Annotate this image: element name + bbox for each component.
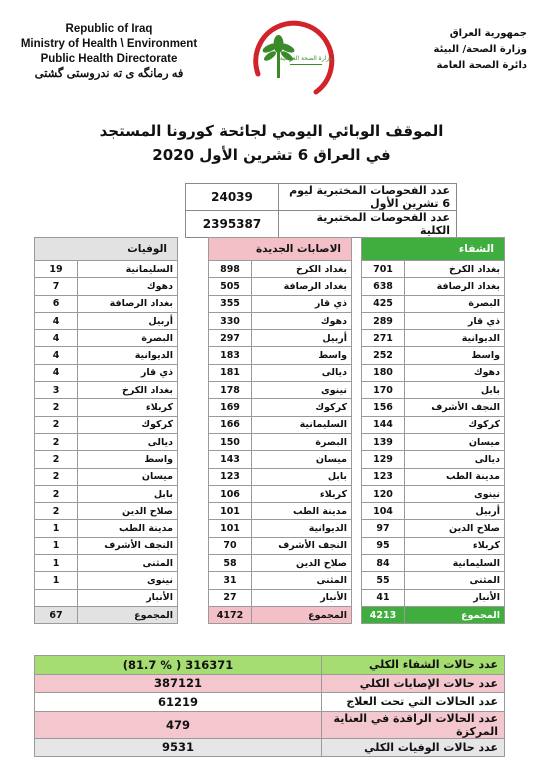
summary-row — [35, 738, 505, 757]
table-row — [362, 261, 505, 278]
region-value: 6 — [35, 295, 78, 312]
region-name: مدينة الطب — [78, 520, 178, 537]
region-value: 4 — [35, 312, 78, 329]
summary-row — [35, 674, 505, 693]
table-row — [209, 330, 352, 347]
region-name: بغداد الرصافة — [252, 278, 352, 295]
region-value: 271 — [362, 330, 405, 347]
total-row — [362, 606, 505, 623]
total-row — [35, 606, 178, 623]
table-row — [209, 503, 352, 520]
region-value: 120 — [362, 485, 405, 502]
region-value: 2 — [35, 451, 78, 468]
total-label: المجموع — [78, 606, 178, 623]
region-value: 4 — [35, 364, 78, 381]
daily-tests-label: عدد الفحوصات المختبرية ليوم 6 تشرين الأول — [279, 184, 457, 211]
total-tests-row — [186, 211, 457, 238]
region-name: ديالى — [78, 433, 178, 450]
recovered-header: الشفاء — [362, 238, 505, 261]
table-row — [209, 416, 352, 433]
table-row — [362, 347, 505, 364]
region-value: 166 — [209, 416, 252, 433]
table-row — [209, 295, 352, 312]
table-row — [209, 555, 352, 572]
region-value: 1 — [35, 537, 78, 554]
table-row — [362, 382, 505, 399]
table-row — [362, 278, 505, 295]
region-value: 170 — [362, 382, 405, 399]
region-value: 95 — [362, 537, 405, 554]
region-name: صلاح الدين — [78, 503, 178, 520]
region-name: المثنى — [405, 572, 505, 589]
region-value: 425 — [362, 295, 405, 312]
table-row — [209, 451, 352, 468]
header-en-line3: Public Health Directorate — [40, 53, 178, 65]
region-value: 7 — [35, 278, 78, 295]
region-value: 55 — [362, 572, 405, 589]
table-row — [362, 468, 505, 485]
region-value: 143 — [209, 451, 252, 468]
region-name: ذي قار — [405, 312, 505, 329]
region-value: 2 — [35, 485, 78, 502]
region-value: 156 — [362, 399, 405, 416]
region-value: 150 — [209, 433, 252, 450]
summary-value: 387121 — [35, 674, 322, 693]
table-row — [362, 433, 505, 450]
region-name: بغداد الكرخ — [252, 261, 352, 278]
region-value: 330 — [209, 312, 252, 329]
region-name: واسط — [252, 347, 352, 364]
summary-table — [34, 655, 505, 757]
region-value: 4 — [35, 347, 78, 364]
region-name: الأنبار — [252, 589, 352, 606]
table-row — [209, 382, 352, 399]
region-name: مدينة الطب — [252, 503, 352, 520]
region-name: كربلاء — [405, 537, 505, 554]
total-tests-label: عدد الفحوصات المختبرية الكلية — [279, 211, 457, 238]
region-value — [35, 589, 78, 606]
new-cases-header: الاصابات الجديدة — [209, 238, 352, 261]
table-row — [362, 537, 505, 554]
region-name: أربيل — [405, 503, 505, 520]
region-name: البصرة — [405, 295, 505, 312]
region-name: ديالى — [405, 451, 505, 468]
table-row — [362, 330, 505, 347]
table-row — [209, 261, 352, 278]
region-value: 41 — [362, 589, 405, 606]
region-name: ميسان — [252, 451, 352, 468]
table-row — [35, 261, 178, 278]
header-en-line4: فه رمانگه ی ته ندروستی گشتی — [34, 68, 184, 80]
region-value: 252 — [362, 347, 405, 364]
region-name: المثنى — [252, 572, 352, 589]
summary-value: 479 — [35, 711, 322, 738]
table-row — [362, 399, 505, 416]
region-value: 104 — [362, 503, 405, 520]
ministry-logo — [246, 14, 336, 104]
table-row — [35, 485, 178, 502]
total-label: المجموع — [405, 606, 505, 623]
region-name: الديوانية — [405, 330, 505, 347]
lab-tests-table — [185, 183, 457, 238]
region-value: 180 — [362, 364, 405, 381]
region-name: ميسان — [405, 433, 505, 450]
summary-row — [35, 693, 505, 712]
region-value: 2 — [35, 399, 78, 416]
region-name: البصرة — [252, 433, 352, 450]
table-row — [209, 312, 352, 329]
region-value: 84 — [362, 555, 405, 572]
region-name: بغداد الرصافة — [78, 295, 178, 312]
region-value: 101 — [209, 503, 252, 520]
table-row — [35, 295, 178, 312]
deaths-header: الوفيات — [35, 238, 178, 261]
region-value: 4 — [35, 330, 78, 347]
table-row — [35, 451, 178, 468]
region-value: 2 — [35, 503, 78, 520]
header-arabic — [407, 26, 527, 74]
total-value: 67 — [35, 606, 78, 623]
summary-row — [35, 656, 505, 675]
region-value: 297 — [209, 330, 252, 347]
table-row — [35, 364, 178, 381]
region-name: صلاح الدين — [405, 520, 505, 537]
header-en-line1: Republic of Iraq — [65, 23, 153, 35]
table-row — [362, 503, 505, 520]
region-value: 106 — [209, 485, 252, 502]
region-value: 97 — [362, 520, 405, 537]
region-name: بابل — [78, 485, 178, 502]
total-tests-value: 2395387 — [186, 211, 279, 238]
region-value: 123 — [362, 468, 405, 485]
table-row — [362, 312, 505, 329]
summary-label: عدد الحالات التي تحت العلاج — [322, 693, 505, 712]
region-name: ذي قار — [78, 364, 178, 381]
page-subtitle: في العراق 6 تشرين الأول 2020 — [152, 146, 391, 164]
region-name: أربيل — [78, 312, 178, 329]
region-value: 31 — [209, 572, 252, 589]
region-value: 101 — [209, 520, 252, 537]
region-name: السليمانية — [78, 261, 178, 278]
region-name: السليمانية — [252, 416, 352, 433]
total-value: 4213 — [362, 606, 405, 623]
region-value: 2 — [35, 416, 78, 433]
table-row — [362, 485, 505, 502]
table-row — [35, 503, 178, 520]
region-name: صلاح الدين — [252, 555, 352, 572]
table-row — [209, 589, 352, 606]
region-value: 123 — [209, 468, 252, 485]
region-name: بغداد الرصافة — [405, 278, 505, 295]
table-row — [362, 364, 505, 381]
region-value: 2 — [35, 468, 78, 485]
region-value: 129 — [362, 451, 405, 468]
region-value: 898 — [209, 261, 252, 278]
header-ar-line2: وزارة الصحة/ البيئة — [433, 44, 527, 55]
region-value: 169 — [209, 399, 252, 416]
table-row — [35, 382, 178, 399]
region-name: بابل — [405, 382, 505, 399]
region-name: كربلاء — [78, 399, 178, 416]
region-name: السليمانية — [405, 555, 505, 572]
region-value: 178 — [209, 382, 252, 399]
region-value: 701 — [362, 261, 405, 278]
table-row — [35, 312, 178, 329]
table-row — [362, 520, 505, 537]
region-name: كربلاء — [252, 485, 352, 502]
table-row — [362, 572, 505, 589]
total-row — [209, 606, 352, 623]
region-name: ميسان — [78, 468, 178, 485]
summary-label: عدد حالات الوفيات الكلي — [322, 738, 505, 757]
region-value: 181 — [209, 364, 252, 381]
total-label: المجموع — [252, 606, 352, 623]
summary-value: 9531 — [35, 738, 322, 757]
table-row — [35, 399, 178, 416]
table-row — [362, 416, 505, 433]
region-value: 58 — [209, 555, 252, 572]
region-value: 1 — [35, 555, 78, 572]
region-name: واسط — [78, 451, 178, 468]
region-name: النجف الأشرف — [252, 537, 352, 554]
region-value: 19 — [35, 261, 78, 278]
summary-value: 61219 — [35, 693, 322, 712]
table-row — [209, 278, 352, 295]
header-en-line2: Ministry of Health \ Environment — [20, 38, 198, 50]
region-name: دهوك — [405, 364, 505, 381]
region-name: ذي قار — [252, 295, 352, 312]
total-value: 4172 — [209, 606, 252, 623]
region-name: البصرة — [78, 330, 178, 347]
summary-value: (81.7 % ) 316371 — [35, 656, 322, 675]
region-value: 3 — [35, 382, 78, 399]
header-ar-line1: جمهورية العراق — [449, 28, 527, 39]
region-value: 1 — [35, 572, 78, 589]
region-value: 289 — [362, 312, 405, 329]
region-name: كركوك — [252, 399, 352, 416]
table-row — [209, 433, 352, 450]
table-row — [209, 399, 352, 416]
region-name: الأنبار — [405, 589, 505, 606]
summary-label: عدد حالات الشفاء الكلي — [322, 656, 505, 675]
table-row — [209, 520, 352, 537]
region-name: واسط — [405, 347, 505, 364]
region-name: دهوك — [252, 312, 352, 329]
table-row — [35, 468, 178, 485]
region-name: مدينة الطب — [405, 468, 505, 485]
region-value: 638 — [362, 278, 405, 295]
table-row — [362, 555, 505, 572]
region-name: نينوى — [78, 572, 178, 589]
page-title: الموقف الوبائي اليومي لجائحة كورونا المستجد — [99, 122, 444, 140]
region-name: الأنبار — [78, 589, 178, 606]
region-name: أربيل — [252, 330, 352, 347]
region-name: دهوك — [78, 278, 178, 295]
region-value: 144 — [362, 416, 405, 433]
daily-tests-row — [186, 184, 457, 211]
table-row — [35, 589, 178, 606]
table-row — [35, 555, 178, 572]
table-row — [35, 433, 178, 450]
table-row — [209, 572, 352, 589]
summary-label: عدد حالات الإصابات الكلي — [322, 674, 505, 693]
table-row — [209, 347, 352, 364]
table-row — [209, 364, 352, 381]
summary-row — [35, 711, 505, 738]
region-value: 505 — [209, 278, 252, 295]
logo-text: وزارة الصحة العراقية — [279, 55, 333, 62]
region-name: كركوك — [78, 416, 178, 433]
region-name: بغداد الكرخ — [78, 382, 178, 399]
region-value: 2 — [35, 433, 78, 450]
region-name: ديالى — [252, 364, 352, 381]
region-name: الديوانية — [252, 520, 352, 537]
region-name: النجف الأشرف — [405, 399, 505, 416]
recovered-table — [361, 237, 505, 624]
region-name: نينوى — [405, 485, 505, 502]
region-name: النجف الأشرف — [78, 537, 178, 554]
table-row — [35, 347, 178, 364]
table-row — [35, 537, 178, 554]
header-ar-line3: دائرة الصحة العامة — [436, 60, 527, 71]
table-row — [35, 572, 178, 589]
region-name: كركوك — [405, 416, 505, 433]
header-english — [14, 22, 204, 82]
region-name: المثنى — [78, 555, 178, 572]
table-row — [209, 485, 352, 502]
region-name: بغداد الكرخ — [405, 261, 505, 278]
table-row — [35, 330, 178, 347]
table-row — [209, 537, 352, 554]
table-row — [362, 451, 505, 468]
table-row — [209, 468, 352, 485]
summary-label: عدد الحالات الراقدة في العناية المركزة — [322, 711, 505, 738]
region-value: 183 — [209, 347, 252, 364]
region-value: 139 — [362, 433, 405, 450]
region-name: نينوى — [252, 382, 352, 399]
region-value: 70 — [209, 537, 252, 554]
region-name: الديوانية — [78, 347, 178, 364]
table-row — [35, 278, 178, 295]
region-value: 355 — [209, 295, 252, 312]
table-row — [362, 295, 505, 312]
table-row — [362, 589, 505, 606]
new-cases-table — [208, 237, 352, 624]
table-row — [35, 520, 178, 537]
daily-tests-value: 24039 — [186, 184, 279, 211]
deaths-table — [34, 237, 178, 624]
table-row — [35, 416, 178, 433]
region-value: 27 — [209, 589, 252, 606]
region-name: بابل — [252, 468, 352, 485]
region-value: 1 — [35, 520, 78, 537]
